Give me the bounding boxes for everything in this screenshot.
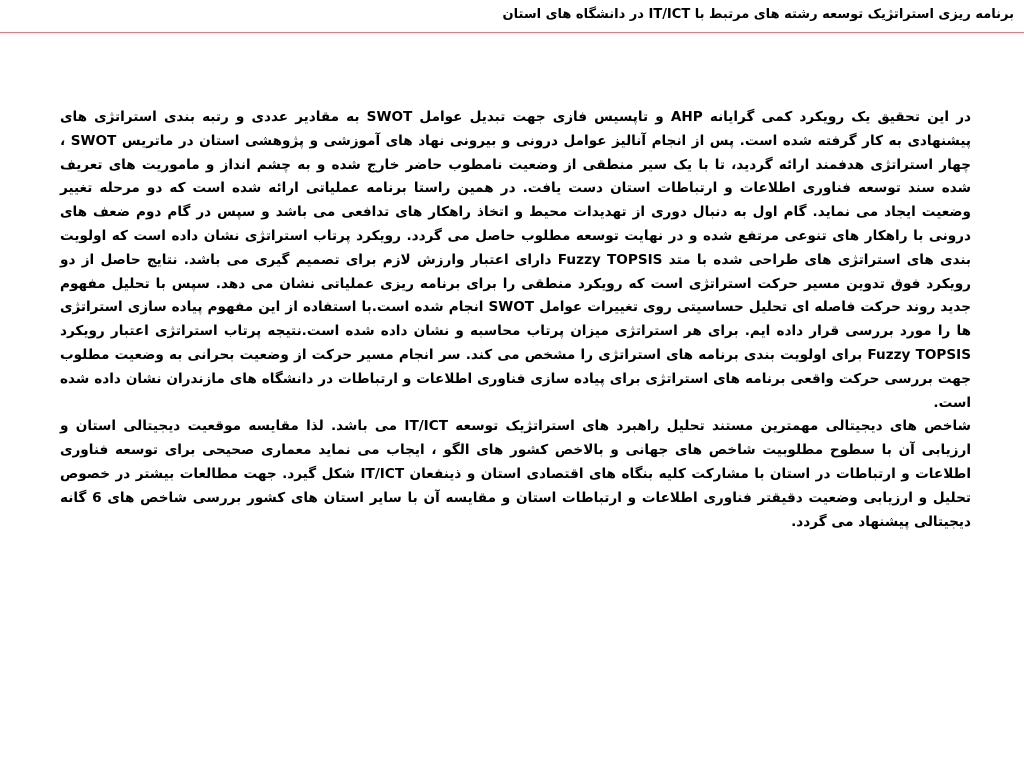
- paragraph-digital-indicators: شاخص های دیجیتالی مهمترین مستند تحلیل راهبرد های استراتژیک توسعه IT/ICT می باشد. لذا مقایسه موقعیت دیجیتالی استان و ارزیابی آن با سطوح مطلوبیت شاخص های جهانی و بالاخص کشور های الگو ، ایجاب می نماید معماری صحیحی برای توسعه فناوری اطلاعات و ارتباطات در استان با مشارکت کلیه بنگاه های اقتصادی استان و ذینفعان IT/ICT شکل گیرد. جهت مطالعات بیشتر در خصوص تحلیل و ارزیابی وضعیت دقیقتر فناوری اطلاعات و ارتباطات استان و مقایسه آن با سایر استان های کشور بررسی شاخص های 6 گانه دیجیتالی پیشنهاد می گردد.: [60, 418, 971, 530]
- paragraph-abstract: در این تحقیق یک رویکرد کمی گرایانه AHP و تاپسیس فازی جهت تبدیل عوامل SWOT به مقادیر عددی و رتبه بندی استراتژی های پیشنهادی به کار گرفته شده است. پس از انجام آنالیز عوامل درونی و بیرونی نهاد های آموزشی و پژوهشی استان در ماتریس SWOT ، چهار استراتژی هدفمند ارائه گردید، تا با یک سیر منطقی از وضعیت نامطوب حاضر خارج شده و به چشم انداز و ماموریت های تعریف شده سند توسعه فناوری اطلاعات و ارتباطات استان دست یافت. در همین راستا برنامه عملیاتی ارائه شده است که دو مرحله تغییر وضعیت ایجاد می نماید. گام اول به دنبال دوری از تهدیدات محیط و اتخاذ راهکار های تدافعی می باشد و سپس در گام دوم ضعف های درونی با راهکار های تنوعی مرتفع شده و در نهایت توسعه مطلوب حاصل می گردد. رویکرد پرتاب استراتژی نشان داده است که اولویت بندی های استراتژی های طراحی شده با متد Fuzzy TOPSIS دارای اعتبار وارزش لازم برای تصمیم گیری می باشد. نتایج حاصل از دو رویکرد فوق تدوین مسیر حرکت استراتژی است که رویکرد منطقی را برای برنامه ریزی عملیاتی نشان می دهد. سپس با تحلیل مفهوم جدید روند حرکت فاصله ای تحلیل حساسیتی روی تغییرات عوامل SWOT انجام شده است.با استفاده از این مفهوم پیاده سازی استراتژی ها را مورد بررسی قرار داده ایم. برای هر استراتژی میزان پرتاب محاسبه و نشان داده شده است.نتیجه پرتاب استراتژی اعتبار رویکرد Fuzzy TOPSIS برای اولویت بندی برنامه های استراتژی را مشخص می کند. سر انجام مسیر حرکت از وضعیت بحرانی به وضعیت مطلوب جهت بررسی حرکت واقعی برنامه های استراتژی برای پیاده سازی فناوری اطلاعات و ارتباطات در دانشگاه های مازندران نشان داده شده است.: [60, 109, 972, 411]
- body-text: [60, 106, 971, 534]
- slide-title: برنامه ریزی استراتژیک توسعه رشته های مرتبط با IT/ICT در دانشگاه های استان: [502, 7, 1014, 22]
- slide-header: [0, 0, 1024, 33]
